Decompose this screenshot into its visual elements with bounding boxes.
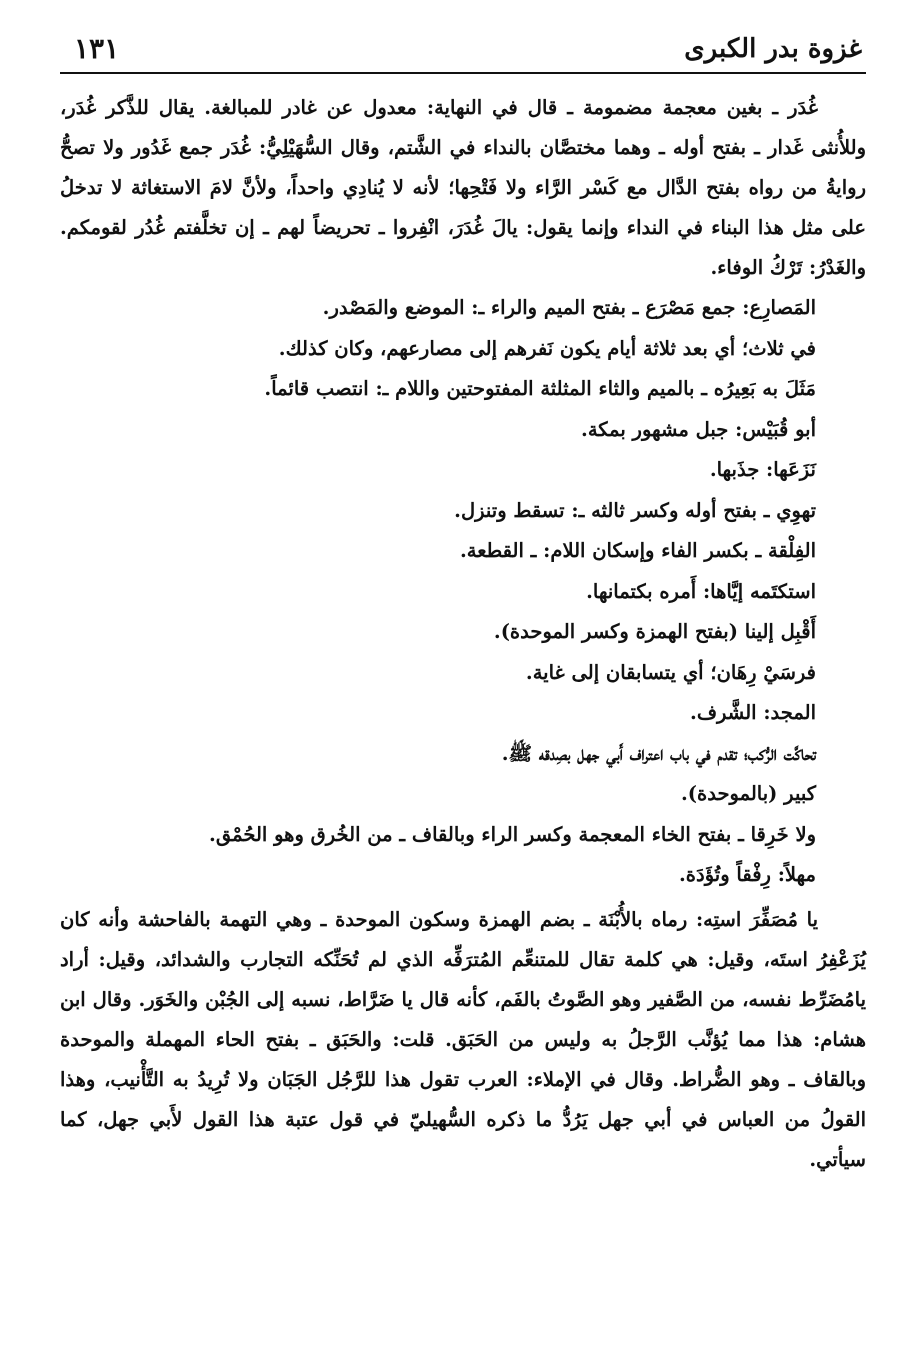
paragraph-musaffir: يا مُصَفِّرَ استِه: رماه بالأُبْنَة ـ بضم الهمزة وسكون الموحدة ـ وهي التهمة بالفاحشة وأنه كان يُزَعْفِرُ استَه، وقيل: هي كلمة تقال للمتنعِّم المُترَفِّه الذي لم تُحَنِّكه التجارب والشدائد، وقيل: أراد يامُضَرِّط نفسه، من الصَّفير وهو الصَّوتُ بالفَم، كأنه قال يا ضَرَّاط، نسبه إلى الجُبْن والخَوَر. وقال ابن هشام: هذا مما يُؤنَّب الرَّجلُ به وليس من الحَبَق. قلت: والحَبَق ـ بفتح الحاء المهملة والموحدة وبالقاف ـ وهو الضُّراط. وقال في الإملاء: العرب تقول هذا للرَّجُل الجَبَان ولا تُرِيدُ به التَّأْنيب، وهذا القولُ من العباس في أبي جهل يَرُدُّ ما ذكره السُّهيليّ في قول عتبة هذا القول لأَبي جهل، كما سيأتي.: [60, 907, 866, 1171]
gloss-item: مَثَلَ به بَعِيرُه ـ بالميم والثاء المثلثة المفتوحتين واللام ـ: انتصب قائماً.: [264, 377, 816, 400]
gloss-item: مهلاً: رِفْقاً وتُؤَدَة.: [679, 863, 816, 886]
gloss-item: ولا خَرِقا ـ بفتح الخاء المعجمة وكسر الراء وبالقاف ـ من الخُرق وهو الحُمْق.: [209, 822, 816, 846]
gloss-item: في ثلاث؛ أي بعد ثلاثة أيام يكون نَفرهم إلى مصارعهم، وكان كذلك.: [278, 336, 816, 360]
gloss-item: المَصارِع: جمع مَصْرَع ـ بفتح الميم والراء ـ: الموضع والمَصْدر.: [322, 296, 816, 319]
gloss-item: تهوِي ـ بفتح أوله وكسر ثالثه ـ: تسقط وتنزل.: [454, 498, 816, 522]
page-number: ١٣١: [74, 32, 120, 65]
chapter-title: غزوة بدر الكبرى: [684, 34, 862, 64]
gloss-item: أَقْبِل إلينا (بفتح الهمزة وكسر الموحدة).: [493, 620, 816, 643]
page-header: [60, 30, 866, 74]
gloss-item: نَزَعَها: جذَبها.: [709, 458, 816, 481]
gloss-item: فرسَيْ رِهَان؛ أي يتسابقان إلى غاية.: [525, 660, 816, 684]
book-page: [60, 0, 866, 1355]
gloss-item: أبو قُبَيْس: جبل مشهور بمكة.: [581, 417, 816, 441]
gloss-item: استكتَمه إيَّاها: أَمره بكتمانها.: [586, 579, 816, 603]
paragraph-ghudar: غُدَر ـ بغين معجمة مضمومة ـ قال في النهاية: معدول عن غادر للمبالغة. يقال للذَّكر غُدَر، وللأُنثى غَدار ـ بفتح أوله ـ وهما مختصَّان بالنداء في الشَّتم، وقال السُّهَيْلِيُّ: غُدَر جمع غَدُور ولا تصحُّ روايةُ من رواه بفتح الدَّال مع كَسْر الرَّاء ولا فَتْحِها؛ لأنه لا يُنادِي واحداً، ولأنَّ لامَ الاستغاثة لا تدخلُ على مثل هذا البناء في النداء وإنما يقول: يالَ غُدَرَ، انْفِروا ـ تحريضاً لهم ـ إن تخلَّفتم غُدُر لقومكم. والغَدْرُ: تَرْكُ الوفاء.: [60, 96, 866, 279]
gloss-item: الفِلْقة ـ بكسر الفاء وإسكان اللام: ـ القطعة.: [460, 539, 816, 562]
gloss-item: المجد: الشَّرف.: [690, 701, 816, 724]
gloss-list: [60, 288, 866, 896]
gloss-item: كبير (بالموحدة).: [680, 782, 816, 805]
gloss-item: تحاكَّت الرُّكب؛ تقدم في باب اعتراف أَبي جهل بصِدقه ﷺ.: [501, 741, 816, 765]
page-body: [60, 88, 866, 1180]
